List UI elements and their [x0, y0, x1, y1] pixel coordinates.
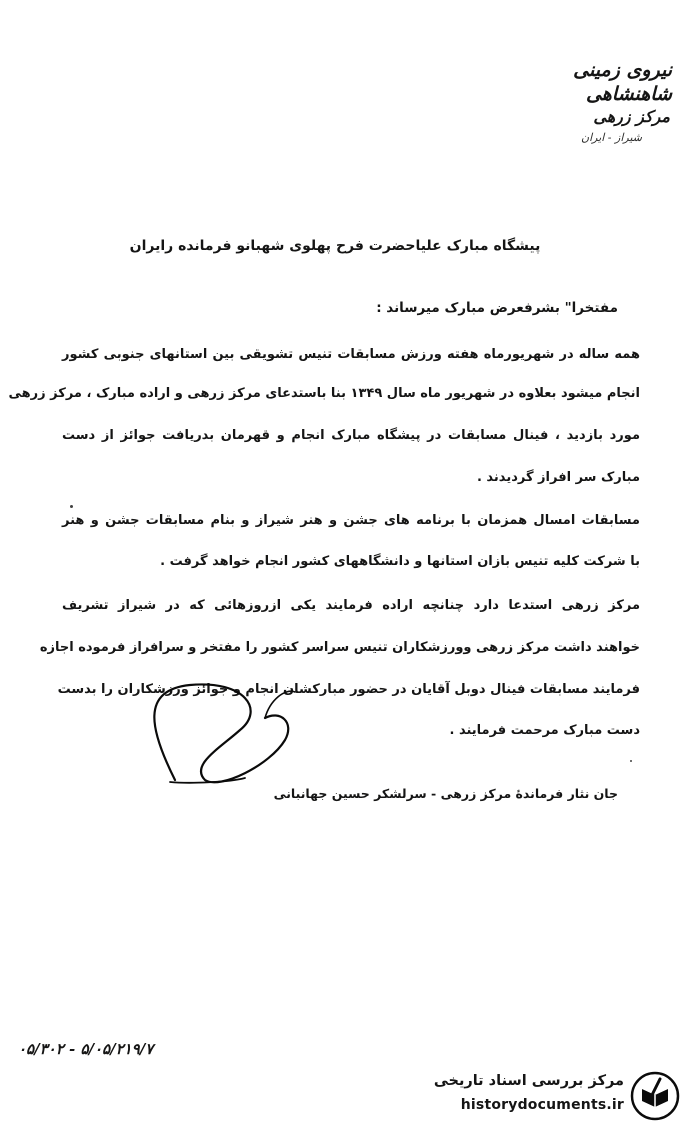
paragraph1-line: مبارک سر افراز گردیدند . [476, 470, 640, 485]
paragraph3-line: خواهند داشت مرکز زرهی وورزشکاران تنیس سراسر کشور را مفتخر و سرافراز فرموده اجازه [39, 640, 640, 655]
letterhead [482, 58, 672, 148]
book-quill-icon [630, 1071, 680, 1121]
letterhead-unit: مرکز زرهی [593, 107, 670, 126]
watermark-footer [406, 1067, 686, 1125]
paragraph1-line: مورد بازدید ، فینال مسابقات در پیشگاه مبارک انجام و قهرمان بدریافت جوائز از دست [62, 428, 640, 443]
scan-speck [70, 505, 73, 508]
letterhead-location: شیراز - ایران [580, 131, 642, 144]
paragraph3-line: فرمایند مسابقات فینال دوبل آقایان در حضور مبارکشان انجام و جوائز ورزشکاران را بدست [57, 682, 640, 697]
document-number: ۵/۰۵/۲۱۹/۷ - ۰۵/۳۰۲ [18, 1040, 154, 1058]
letterhead-org: نیروی زمینی شاهنشاهی [573, 59, 672, 105]
paragraph2-line: مسابقات امسال همزمان با برنامه های جشن و هنر شیراز و بنام مسابقات جشن و هنر [62, 513, 640, 528]
paragraph2-line: با شرکت کلیه تنیس بازان استانها و دانشگاههای کشور انجام خواهد گرفت . [160, 554, 640, 569]
paragraph3-line: دست مبارک مرحمت فرمایند . [449, 723, 640, 738]
opening-line: مفتخرا" بشرفعرض مبارک میرساند : [376, 300, 618, 316]
salutation: پیشگاه مبارک علیاحضرت فرح پهلوی شهبانو فرمانده رایران [129, 238, 541, 254]
paragraph3-line: مرکز زرهی استدعا دارد چنانچه اراده فرمایند یکی ازروزهائی که در شیراز تشریف [62, 598, 640, 613]
signature-line: جان نثار فرماندهٔ مرکز زرهی - سرلشکر حسین جهانبانی [273, 786, 618, 801]
archive-name: مرکز بررسی اسناد تاریخی [433, 1073, 624, 1089]
paragraph1-line: همه ساله در شهریورماه هفته ورزش مسابقات تنیس تشویقی بین استانهای جنوبی کشور [62, 347, 640, 362]
archive-website: historydocuments.ir [460, 1097, 624, 1113]
handwritten-signature [80, 670, 340, 800]
scan-speck [630, 760, 632, 762]
paragraph1-line: انجام میشود بعلاوه در شهریور ماه سال ۱۳۴۹ بنا باستدعای مرکز زرهی و اراده مبارک ، مرکز زرهی [8, 386, 640, 401]
